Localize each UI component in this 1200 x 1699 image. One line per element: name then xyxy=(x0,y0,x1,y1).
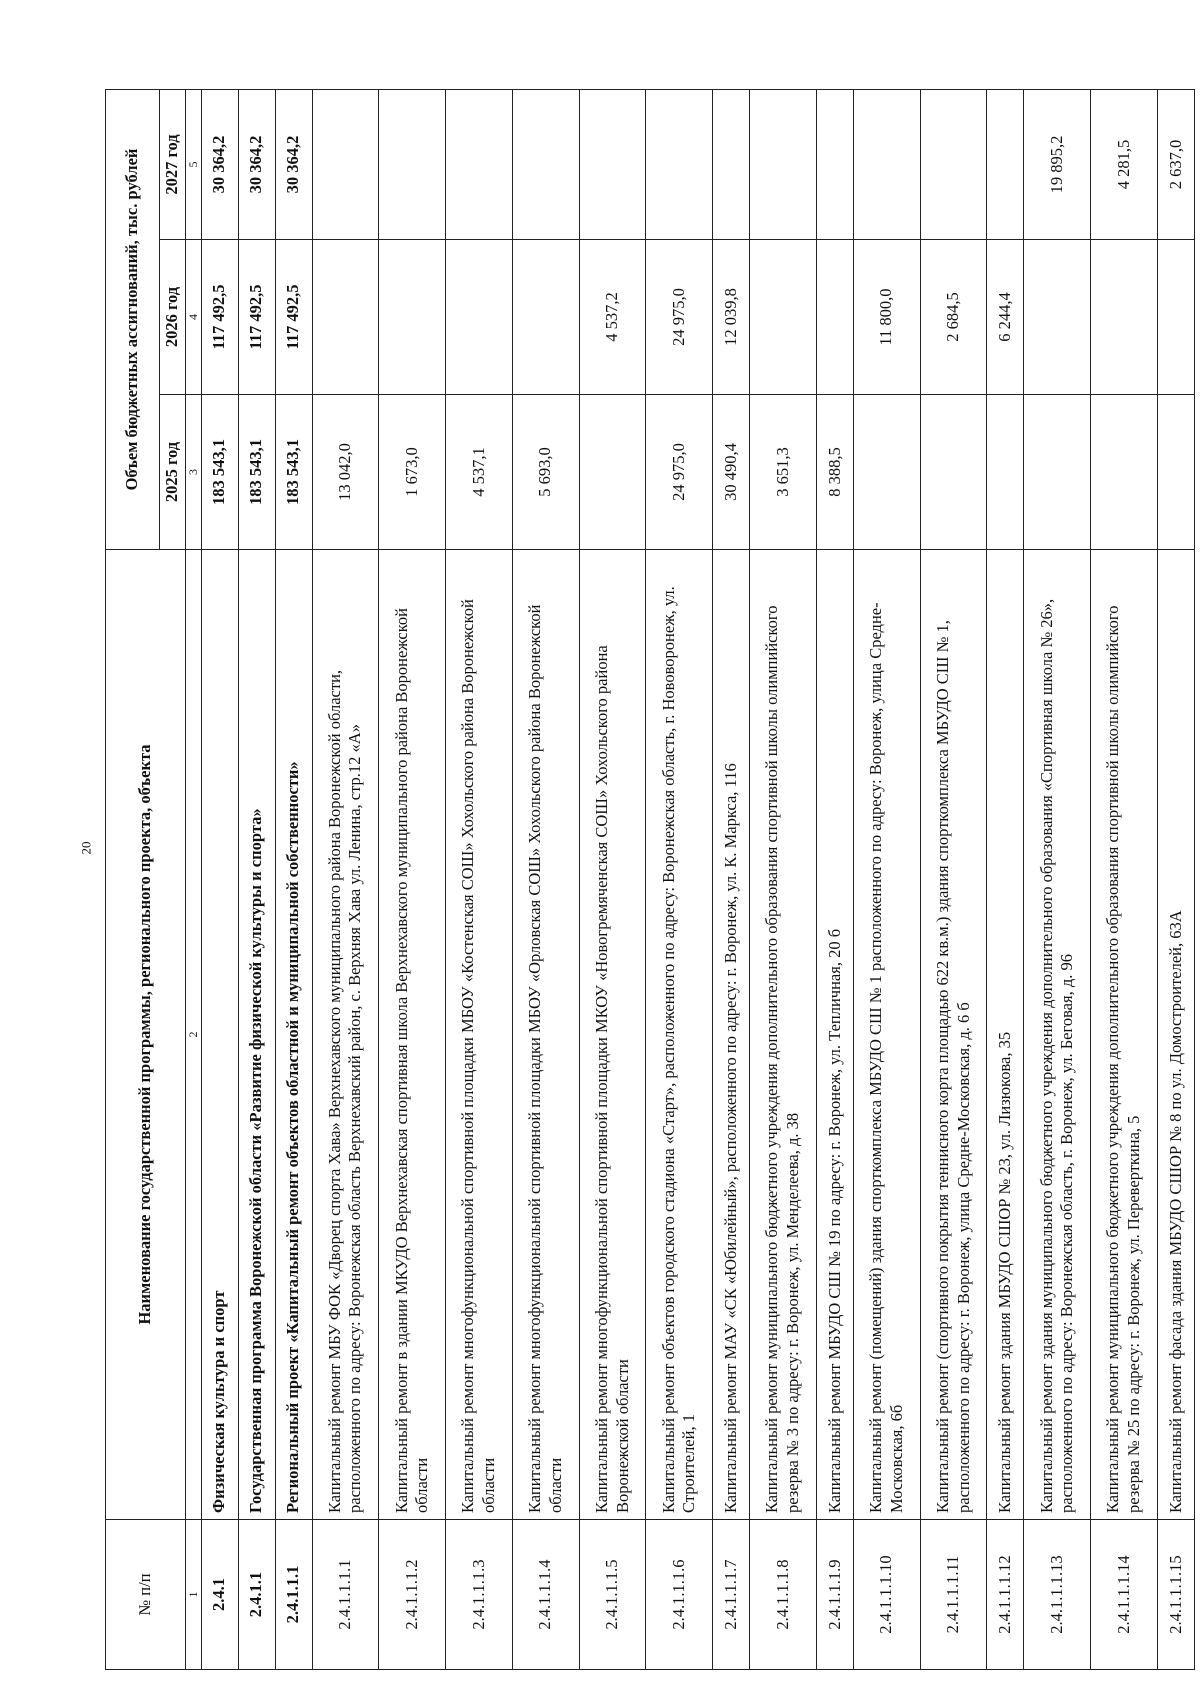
row-number: 2.4.1.1.1.12 xyxy=(987,1520,1024,1670)
row-name: Капитальный ремонт муниципального бюджетного учреждения дополнительного образования спортивной школы олимпийского резерва № 3 по адресу: г. Воронеж, ул. Менделеева, д. 38 xyxy=(750,550,817,1520)
row-value-2026 xyxy=(512,240,579,395)
row-value-2025: 183 543,1 xyxy=(275,395,312,550)
row-value-2026: 6 244,4 xyxy=(987,240,1024,395)
row-value-2025: 13 042,0 xyxy=(312,395,379,550)
header-volume: Объем бюджетных ассигнований, тыс. рублей xyxy=(106,90,160,550)
row-value-2025: 183 543,1 xyxy=(201,395,238,550)
row-number: 2.4.1.1.1.10 xyxy=(853,1520,920,1670)
row-name: Капитальный ремонт многофункциональной спортивной площадки МКОУ «Новогремяченская СОШ» Хохольского района Воронежской области xyxy=(579,550,646,1520)
page-number: 20 xyxy=(78,841,94,855)
table-row xyxy=(987,90,1024,1670)
row-name: Капитальный ремонт (спортивного покрытия теннисного корта площадью 622 кв.м.) здания спорткомплекса МБУДО СШ № 1, расположенного по адресу: г. Воронеж, улица Средне-Московская, д. 6 б xyxy=(920,550,987,1520)
row-value-2026: 117 492,5 xyxy=(201,240,238,395)
row-value-2026: 4 537,2 xyxy=(579,240,646,395)
row-name: Капитальный ремонт многофункциональной спортивной площадки МБОУ «Орловская СОШ» Хохольского района Воронежской области xyxy=(512,550,579,1520)
row-value-2025: 1 673,0 xyxy=(379,395,446,550)
row-value-2027 xyxy=(579,90,646,240)
row-value-2026: 11 800,0 xyxy=(853,240,920,395)
row-value-2027: 30 364,2 xyxy=(201,90,238,240)
row-value-2025: 183 543,1 xyxy=(238,395,275,550)
row-number: 2.4.1.1.1.13 xyxy=(1024,1520,1091,1670)
row-value-2027: 19 895,2 xyxy=(1024,90,1091,240)
table-body xyxy=(201,90,1194,1670)
row-name: Капитальный ремонт МАУ «СК «Юбилейный», расположенного по адресу: г. Воронеж, ул. К. Маркса, 116 xyxy=(713,550,750,1520)
row-value-2026 xyxy=(1157,240,1194,395)
row-value-2027 xyxy=(816,90,853,240)
row-value-2027 xyxy=(446,90,513,240)
table-row xyxy=(853,90,920,1670)
row-value-2027 xyxy=(750,90,817,240)
row-value-2025: 4 537,1 xyxy=(446,395,513,550)
header-num: № п/п xyxy=(106,1520,186,1670)
row-value-2027 xyxy=(379,90,446,240)
row-value-2027 xyxy=(853,90,920,240)
row-name: Капитальный ремонт МБУДО СШ № 19 по адресу: г. Воронеж, ул. Тепличная, 20 б xyxy=(816,550,853,1520)
row-value-2025: 3 651,3 xyxy=(750,395,817,550)
row-name: Капитальный ремонт объектов городского стадиона «Старт», расположенного по адресу: Воронежская область, г. Нововоронеж, ул. Строителей, 1 xyxy=(646,550,713,1520)
header-index-1: 1 xyxy=(185,1520,201,1670)
row-name: Капитальный ремонт здания МБУДО СШОР № 23, ул. Лизюкова, 35 xyxy=(987,550,1024,1520)
row-value-2027 xyxy=(312,90,379,240)
header-year-2027: 2027 год xyxy=(160,90,186,240)
table-row xyxy=(512,90,579,1670)
row-name: Капитальный ремонт муниципального бюджетного учреждения дополнительного образования спортивной школы олимпийского резерва № 25 по адресу: г. Воронеж, ул. Переверткина, 5 xyxy=(1091,550,1158,1520)
row-number: 2.4.1.1.1.6 xyxy=(646,1520,713,1670)
row-value-2026: 117 492,5 xyxy=(275,240,312,395)
row-value-2027 xyxy=(646,90,713,240)
header-year-2025: 2025 год xyxy=(160,395,186,550)
row-number: 2.4.1.1.1.1 xyxy=(312,1520,379,1670)
header-year-2026: 2026 год xyxy=(160,240,186,395)
row-number: 2.4.1.1.1.3 xyxy=(446,1520,513,1670)
header-index-5: 5 xyxy=(185,90,201,240)
table-row xyxy=(646,90,713,1670)
row-name: Капитальный ремонт (помещений) здания спорткомплекса МБУДО СШ № 1 расположенного по адресу: Воронеж, улица Средне-Московская, 6б xyxy=(853,550,920,1520)
row-value-2027: 30 364,2 xyxy=(238,90,275,240)
table-row xyxy=(713,90,750,1670)
table-row xyxy=(920,90,987,1670)
row-value-2027 xyxy=(512,90,579,240)
table-row xyxy=(1024,90,1091,1670)
row-value-2025: 24 975,0 xyxy=(646,395,713,550)
row-value-2026 xyxy=(816,240,853,395)
row-value-2025 xyxy=(1024,395,1091,550)
row-number: 2.4.1.1.1.14 xyxy=(1091,1520,1158,1670)
row-value-2025: 30 490,4 xyxy=(713,395,750,550)
row-number: 2.4.1.1.1.4 xyxy=(512,1520,579,1670)
row-value-2026 xyxy=(312,240,379,395)
row-number: 2.4.1.1 xyxy=(238,1520,275,1670)
row-value-2025 xyxy=(1157,395,1194,550)
row-value-2027: 4 281,5 xyxy=(1091,90,1158,240)
row-name: Капитальный ремонт здания муниципального бюджетного учреждения дополнительного образования «Спортивная школа № 26», расположенного по адресу: Воронежская область, г. Воронеж, ул. Беговая, д. 96 xyxy=(1024,550,1091,1520)
row-value-2026 xyxy=(379,240,446,395)
row-value-2026: 24 975,0 xyxy=(646,240,713,395)
table-row xyxy=(238,90,275,1670)
row-value-2026 xyxy=(750,240,817,395)
row-name: Физическая культура и спорт xyxy=(201,550,238,1520)
row-number: 2.4.1.1.1.15 xyxy=(1157,1520,1194,1670)
table-row xyxy=(312,90,379,1670)
row-value-2026 xyxy=(1091,240,1158,395)
row-value-2026: 117 492,5 xyxy=(238,240,275,395)
table-row xyxy=(579,90,646,1670)
row-name: Капитальный ремонт МБУ ФОК «Дворец спорта Хава» Верхнехавского муниципального района Воронежской области, расположенного по адресу: Воронежская область Верхнехавский район, с. Верхняя Хава ул. Ленина, стр.12 «А» xyxy=(312,550,379,1520)
row-number: 2.4.1.1.1 xyxy=(275,1520,312,1670)
table-row xyxy=(750,90,817,1670)
row-name: Капитальный ремонт в здании МКУДО Верхнехавская спортивная школа Верхнехавского муниципального района Воронежской области xyxy=(379,550,446,1520)
header-index-3: 3 xyxy=(185,395,201,550)
header-index-2: 2 xyxy=(185,550,201,1520)
table-row xyxy=(1091,90,1158,1670)
table-row xyxy=(446,90,513,1670)
row-value-2025: 5 693,0 xyxy=(512,395,579,550)
row-value-2026 xyxy=(446,240,513,395)
row-value-2025 xyxy=(853,395,920,550)
row-value-2026 xyxy=(1024,240,1091,395)
row-value-2026: 2 684,5 xyxy=(920,240,987,395)
row-number: 2.4.1.1.1.11 xyxy=(920,1520,987,1670)
table-row xyxy=(1157,90,1194,1670)
budget-table-sheet xyxy=(105,90,1195,1670)
header-name: Наименование государственной программы, регионального проекта, объекта xyxy=(106,550,186,1520)
row-value-2027: 2 637,0 xyxy=(1157,90,1194,240)
row-name: Региональный проект «Капитальный ремонт объектов областной и муниципальной собственности» xyxy=(275,550,312,1520)
row-value-2026: 12 039,8 xyxy=(713,240,750,395)
row-number: 2.4.1.1.1.5 xyxy=(579,1520,646,1670)
row-value-2025: 8 388,5 xyxy=(816,395,853,550)
row-number: 2.4.1.1.1.9 xyxy=(816,1520,853,1670)
row-value-2027 xyxy=(920,90,987,240)
row-name: Капитальный ремонт фасада здания МБУДО СШОР № 8 по ул. Домостроителей, 63А xyxy=(1157,550,1194,1520)
table-row xyxy=(379,90,446,1670)
row-number: 2.4.1.1.1.7 xyxy=(713,1520,750,1670)
row-number: 2.4.1.1.1.8 xyxy=(750,1520,817,1670)
row-name: Государственная программа Воронежской области «Развитие физической культуры и спорта» xyxy=(238,550,275,1520)
row-value-2025 xyxy=(987,395,1024,550)
row-value-2025 xyxy=(1091,395,1158,550)
table-row xyxy=(816,90,853,1670)
header-index-4: 4 xyxy=(185,240,201,395)
row-value-2027 xyxy=(987,90,1024,240)
table-row xyxy=(275,90,312,1670)
row-value-2025 xyxy=(579,395,646,550)
row-number: 2.4.1.1.1.2 xyxy=(379,1520,446,1670)
table-row xyxy=(201,90,238,1670)
budget-table xyxy=(105,89,1195,1670)
row-value-2027 xyxy=(713,90,750,240)
row-name: Капитальный ремонт многофункциональной спортивной площадки МБОУ «Костенская СОШ» Хохольского района Воронежской области xyxy=(446,550,513,1520)
row-number: 2.4.1 xyxy=(201,1520,238,1670)
row-value-2025 xyxy=(920,395,987,550)
row-value-2027: 30 364,2 xyxy=(275,90,312,240)
